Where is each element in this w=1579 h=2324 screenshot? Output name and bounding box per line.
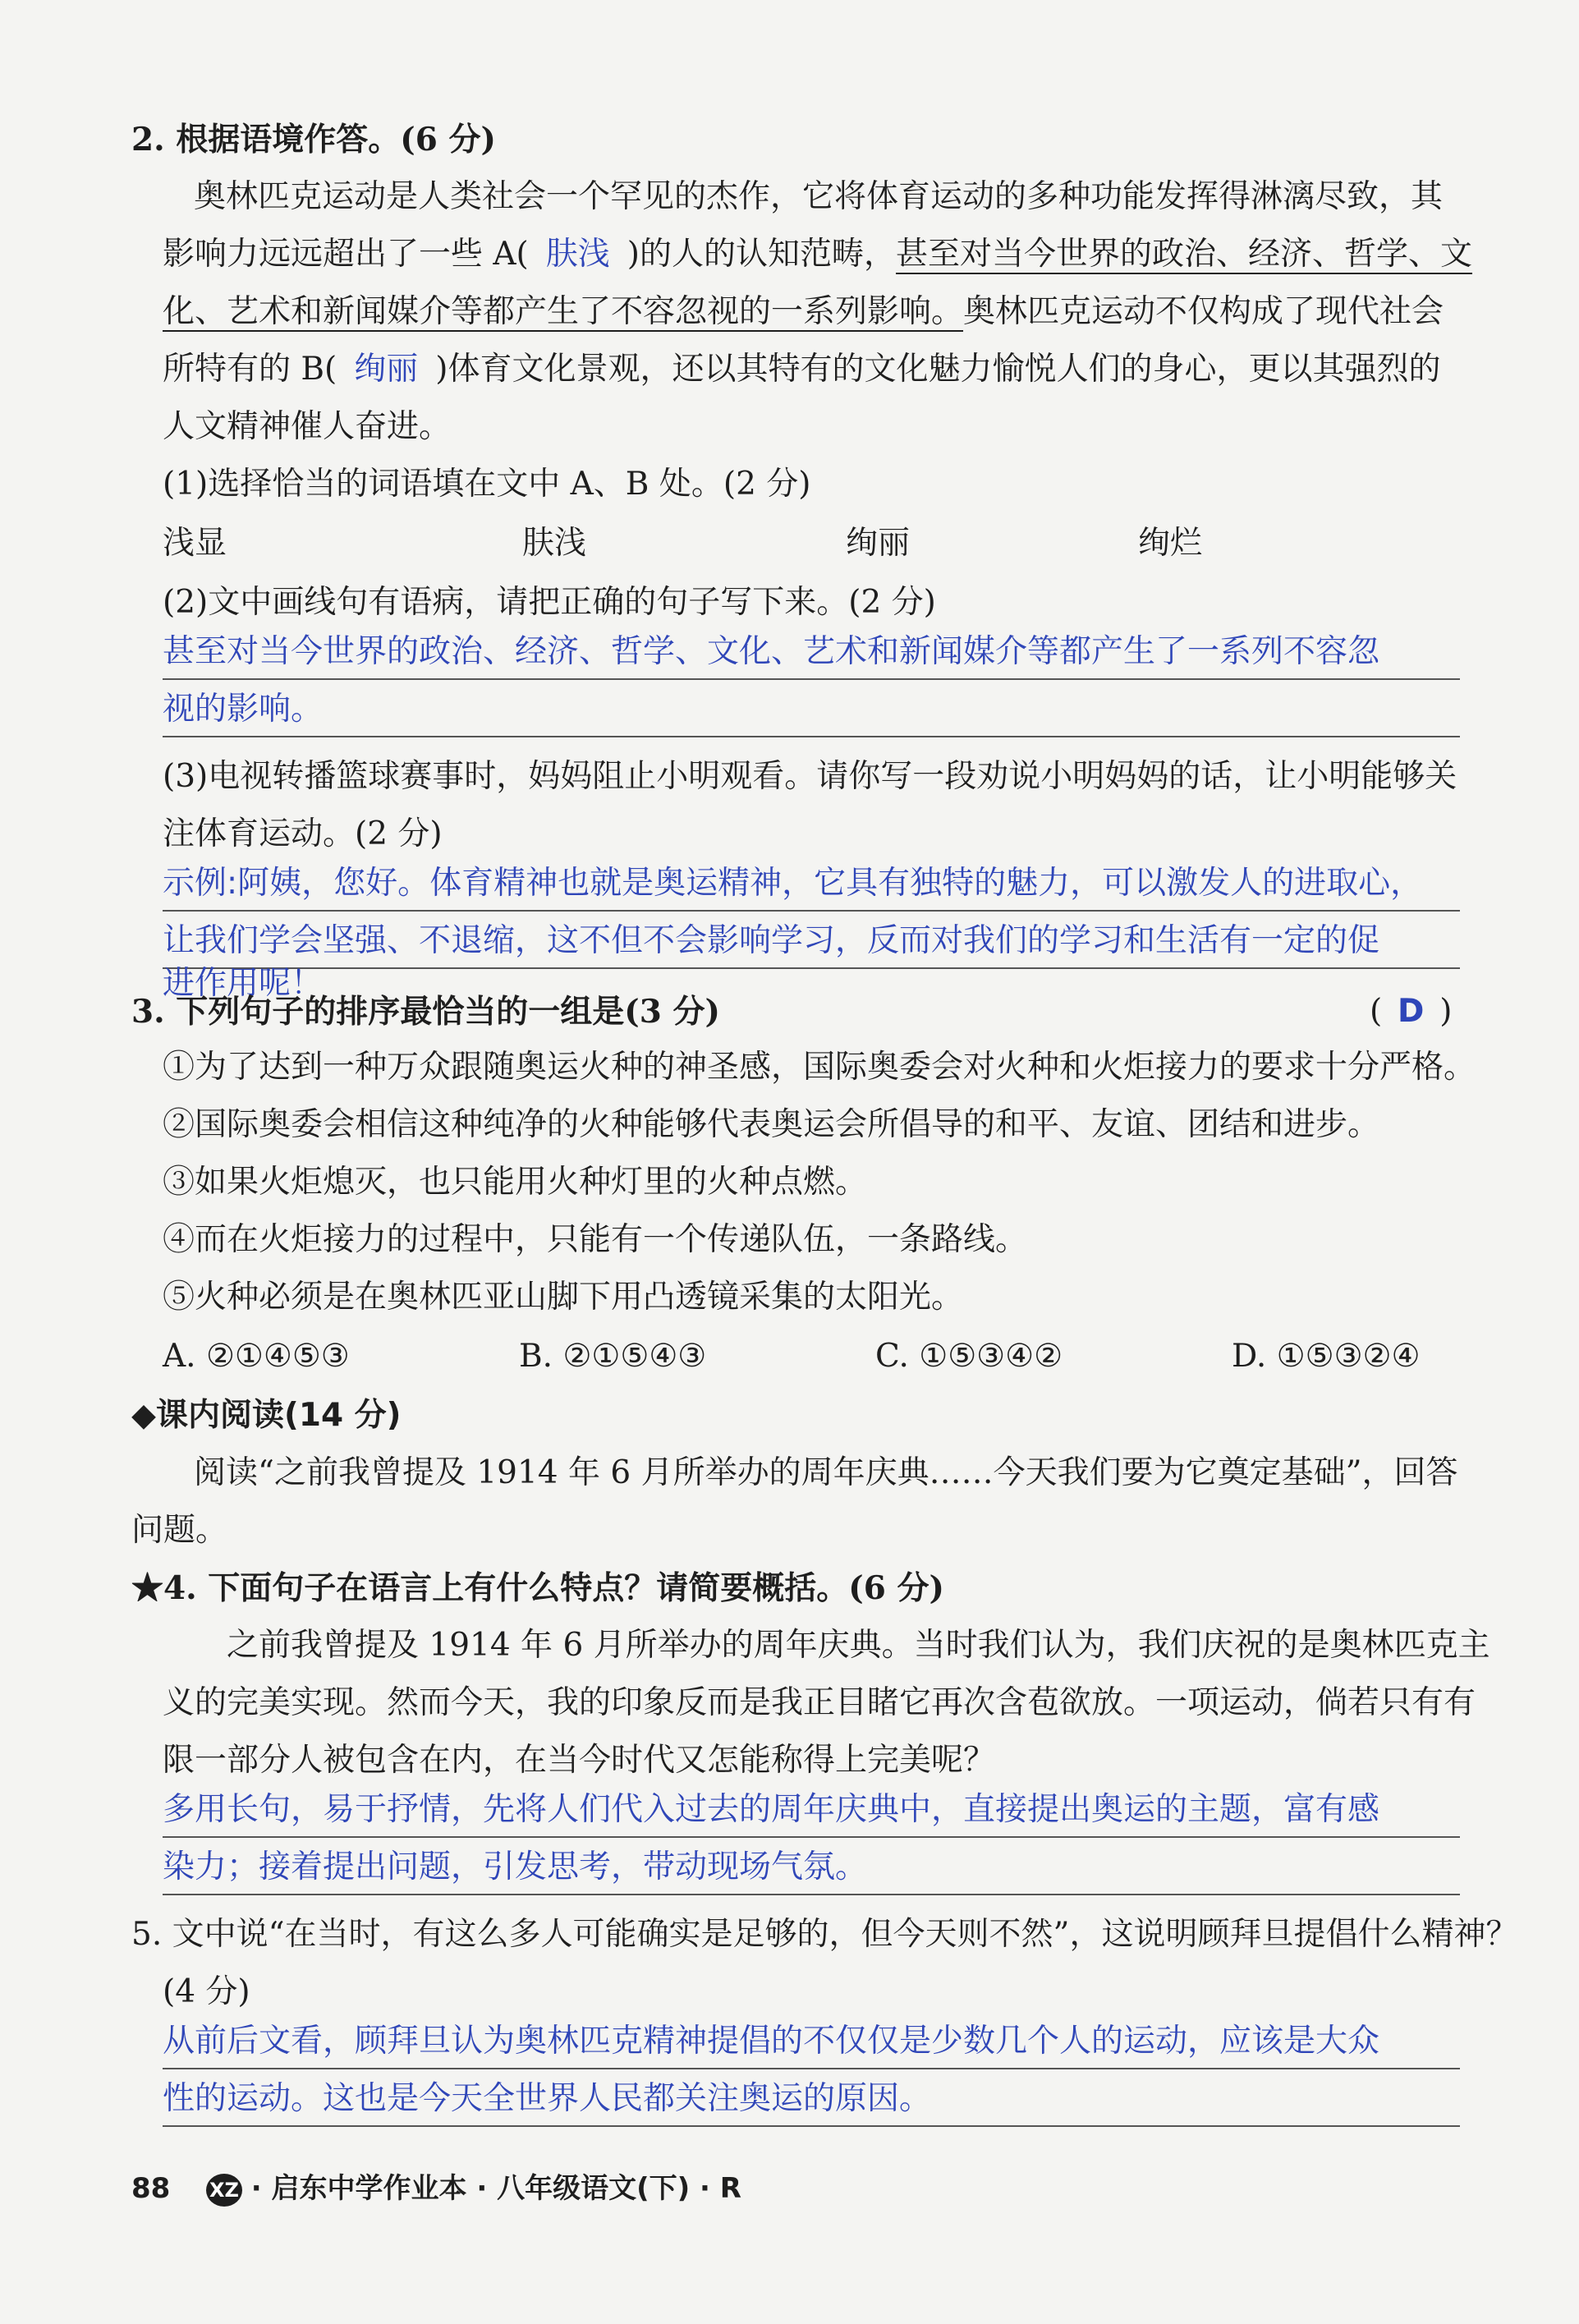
- q2-sub3-answer-line-2: 让我们学会坚强、不退缩，这不但不会影响学习，反而对我们的学习和生活有一定的促: [163, 922, 1380, 959]
- q2-sub1-option-2: 肤浅: [522, 525, 587, 562]
- page-number: 88: [131, 2172, 171, 2205]
- q4-quote-line-1: 之前我曾提及 1914 年 6 月所举办的周年庆典。当时我们认为，我们庆祝的是奥林匹克主: [227, 1627, 1490, 1664]
- q3-answer-bracket-close: ): [1439, 993, 1453, 1030]
- section-intro-line-1: 阅读“之前我曾提及 1914 年 6 月所举办的周年庆典……今天我们要为它奠定基础”，回答: [194, 1454, 1458, 1491]
- q2-sub3-prompt-line-2: 注体育运动。(2 分): [163, 815, 443, 852]
- q3-sentence-5: ⑤火种必须是在奥林匹亚山脚下用凸透镜采集的太阳光。: [163, 1279, 964, 1316]
- answer-rule: [163, 736, 1460, 737]
- q3-answer-bracket: [1370, 989, 1452, 1035]
- q2-sub3-answer-line-1: 示例:阿姨，您好。体育精神也就是奥运精神，它具有独特的魅力，可以激发人的进取心，: [163, 865, 1423, 902]
- q3-sentence-4: ④而在火炬接力的过程中，只能有一个传递队伍，一条路线。: [163, 1221, 1028, 1258]
- q4-answer-line-1: 多用长句，易于抒情，先将人们代入过去的周年庆典中，直接提出奥运的主题，富有感: [163, 1791, 1380, 1828]
- q3-sentence-1: ①为了达到一种万众跟随奥运火种的神圣感，国际奥委会对火种和火炬接力的要求十分严格。: [163, 1049, 1476, 1086]
- q5-points: (4 分): [163, 1973, 250, 2010]
- q3-answer-bracket-open: (: [1370, 993, 1383, 1030]
- q5-heading: 5. 文中说“在当时，有这么多人可能确实是足够的，但今天则不然”，这说明顾拜旦提倡什么精神？: [131, 1916, 1518, 1953]
- q4-answer-line-2: 染力；接着提出问题，引发思考，带动现场气氛。: [163, 1849, 868, 1885]
- q2-sub3-prompt-line-1: (3)电视转播篮球赛事时，妈妈阻止小明观看。请你写一段劝说小明妈妈的话，让小明能够关: [163, 758, 1457, 795]
- q2-sub2-answer-line-1: 甚至对当今世界的政治、经济、哲学、文化、艺术和新闻媒介等都产生了一系列不容忽: [163, 633, 1380, 670]
- page-footer: [131, 2168, 741, 2209]
- q2-paragraph-line-3-rest: 奥林匹克运动不仅构成了现代社会: [963, 293, 1444, 330]
- q2-paragraph-line-3: [163, 289, 1444, 335]
- q2-sub2-prompt: (2)文中画线句有语病，请把正确的句子写下来。(2 分): [163, 584, 936, 621]
- answer-rule: [163, 2068, 1460, 2069]
- q2-heading: 2. 根据语境作答。(6 分): [131, 121, 496, 158]
- q5-answer-line-1: 从前后文看，顾拜旦认为奥林匹克精神提倡的不仅仅是少数几个人的运动，应该是大众: [163, 2023, 1380, 2060]
- section-title: ◆课内阅读(14 分): [131, 1397, 402, 1434]
- answer-rule: [163, 910, 1460, 912]
- book-title: · 启东中学作业本 · 八年级语文(下) · R: [250, 2172, 741, 2205]
- answer-rule: [163, 1894, 1460, 1895]
- q2-paragraph-line-1: 奥林匹克运动是人类社会一个罕见的杰作，它将体育运动的多种功能发挥得淋漓尽致，其: [194, 178, 1444, 215]
- q3-answer: D: [1398, 993, 1425, 1030]
- q3-choice-c: C. ①⑤③④②: [875, 1338, 1063, 1375]
- q4-heading: ★4. 下面句子在语言上有什么特点？请简要概括。(6 分): [131, 1569, 944, 1607]
- q4-quote-line-3: 限一部分人被包含在内，在当今时代又怎能称得上完美呢？: [163, 1742, 996, 1779]
- q3-heading: 3. 下列句子的排序最恰当的一组是(3 分): [131, 993, 720, 1031]
- publisher-badge: XZ: [206, 2174, 242, 2207]
- answer-rule: [163, 2125, 1460, 2127]
- q2-paragraph-line-4: [163, 347, 1441, 393]
- q2-blank-b-answer: 绚丽: [354, 351, 419, 388]
- q2-underlined-sentence-part-2: 化、艺术和新闻媒介等都产生了不容忽视的一系列影响。: [163, 293, 964, 330]
- q3-sentence-3: ③如果火炬熄灭，也只能用火种灯里的火种点燃。: [163, 1164, 868, 1201]
- q3-choice-b: B. ②①⑤④③: [519, 1338, 707, 1375]
- q3-sentence-2: ②国际奥委会相信这种纯净的火种能够代表奥运会所倡导的和平、友谊、团结和进步。: [163, 1106, 1380, 1143]
- answer-rule: [163, 967, 1460, 969]
- answer-rule: [163, 1836, 1460, 1838]
- q3-choice-d: D. ①⑤③②④: [1232, 1338, 1421, 1375]
- q2-blank-a-suffix: )的人的认知范畴，: [627, 236, 896, 273]
- q2-blank-a-prefix: 影响力远远超出了一些 A(: [163, 236, 529, 273]
- q3-choice-a: A. ②①④⑤③: [163, 1338, 350, 1375]
- q2-blank-b-suffix: )体育文化景观，还以其特有的文化魅力愉悦人们的身心，更以其强烈的: [435, 351, 1441, 388]
- section-intro-line-2: 问题。: [131, 1512, 228, 1549]
- q2-sub1-option-1: 浅显: [163, 525, 227, 562]
- q2-blank-a-answer: 肤浅: [545, 236, 610, 273]
- q2-sub1-option-4: 绚烂: [1138, 525, 1203, 562]
- q2-sub1-option-3: 绚丽: [846, 525, 911, 562]
- q2-sub3-answer-line-3: 进作用呢！: [163, 965, 324, 1002]
- q2-sub1-prompt: (1)选择恰当的词语填在文中 A、B 处。(2 分): [163, 466, 811, 503]
- q5-answer-line-2: 性的运动。这也是今天全世界人民都关注奥运的原因。: [163, 2080, 932, 2117]
- q2-paragraph-line-5: 人文精神催人奋进。: [163, 408, 452, 445]
- q2-blank-b-prefix: 所特有的 B(: [163, 351, 337, 388]
- q2-underlined-sentence-part-1: 甚至对当今世界的政治、经济、哲学、文: [896, 236, 1473, 273]
- q4-quote-line-2: 义的完美实现。然而今天，我的印象反而是我正目睹它再次含苞欲放。一项运动，倘若只有有: [163, 1684, 1476, 1721]
- q2-paragraph-line-2: [163, 232, 1472, 278]
- answer-rule: [163, 678, 1460, 680]
- q2-sub2-answer-line-2: 视的影响。: [163, 691, 324, 728]
